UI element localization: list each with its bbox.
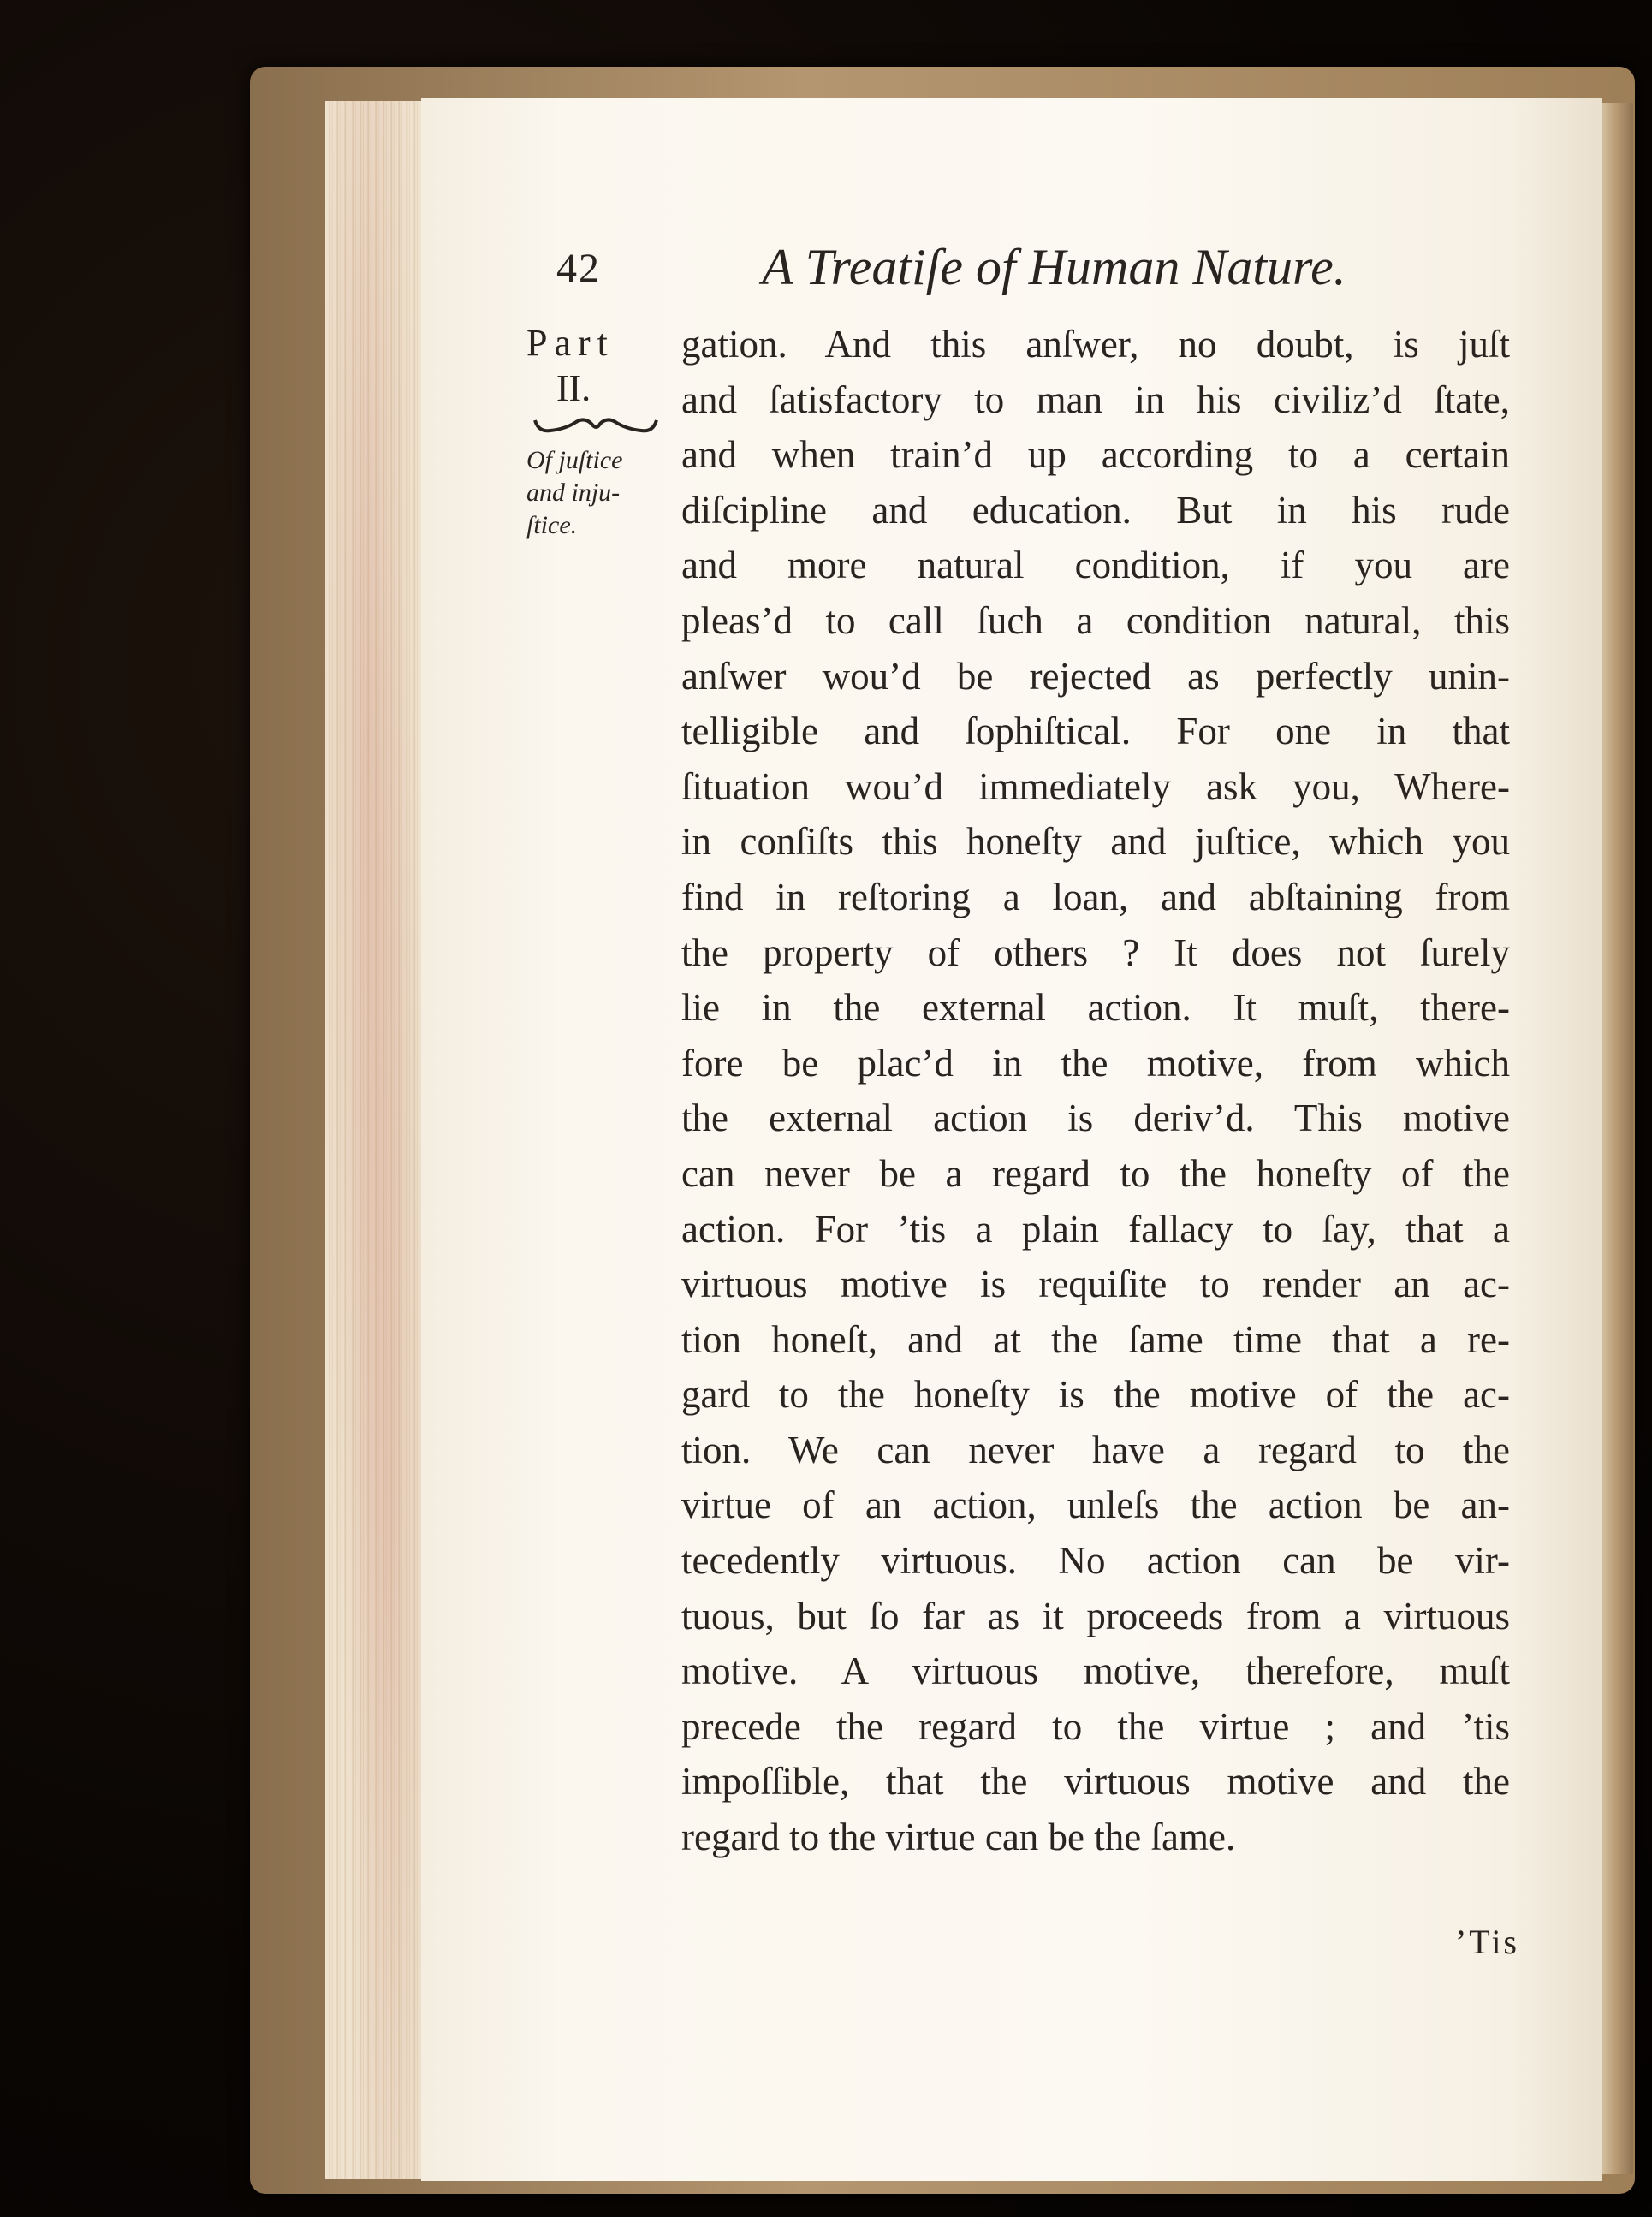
- page-number: 42: [556, 246, 601, 291]
- text-line: action. For ’tis a plain fallacy to ſay, that a: [681, 1207, 1510, 1251]
- text-line: and more natural condition, if you are: [681, 544, 1510, 587]
- text-line: impoſſible, that the virtuous motive and the: [681, 1760, 1510, 1804]
- text-line: and ſatisfactory to man in his civiliz’d ſtate,: [681, 377, 1510, 421]
- gloss-line-1: Of juſtice: [526, 446, 623, 474]
- text-line: anſwer wou’d be rejected as perfectly unin-: [681, 654, 1510, 698]
- gloss-line-2: and inju-: [526, 478, 621, 507]
- right-page-edge: [1599, 103, 1633, 2174]
- text-line: virtuous motive is requiſite to render an ac-: [681, 1263, 1510, 1306]
- part-label: Part: [526, 322, 615, 364]
- text-line: gation. And this anſwer, no doubt, is juſt: [681, 323, 1510, 366]
- part-number: II.: [556, 367, 591, 409]
- running-head: [548, 238, 1506, 306]
- text-line: virtue of an action, unleſs the action be an-: [681, 1483, 1510, 1527]
- text-line: gard to the honeſty is the motive of the ac-: [681, 1373, 1510, 1417]
- margin-note: [526, 321, 663, 542]
- text-line: regard to the virtue can be the ſame.: [681, 1816, 1236, 1859]
- text-line: tion honeſt, and at the ſame time that a re-: [681, 1317, 1510, 1361]
- edge-stain: [325, 101, 432, 2179]
- text-line: fore be plac’d in the motive, from which: [681, 1041, 1510, 1085]
- text-line: the property of others ? It does not ſurely: [681, 930, 1510, 974]
- text-line: lie in the external action. It muſt, there-: [681, 986, 1510, 1030]
- brace-ornament: [532, 415, 660, 441]
- text-line: tuous, but ſo far as it proceeds from a virtuous: [681, 1594, 1510, 1637]
- text-line: can never be a regard to the honeſty of the: [681, 1151, 1510, 1195]
- text-line: in conſiſts this honeſty and juſtice, which you: [681, 820, 1510, 864]
- text-line: the external action is deriv’d. This motive: [681, 1097, 1510, 1140]
- text-line: motive. A virtuous motive, therefore, muſt: [681, 1649, 1510, 1693]
- text-line: precede the regard to the virtue ; and ’tis: [681, 1704, 1510, 1748]
- page-edges: [325, 101, 432, 2179]
- text-line: telligible and ſophiſtical. For one in that: [681, 710, 1510, 753]
- gloss-line-3: ſtice.: [526, 511, 578, 539]
- text-line: diſcipline and education. But in his rude: [681, 488, 1510, 532]
- text-line: tecedently virtuous. No action can be vir-: [681, 1539, 1510, 1583]
- text-line: ſituation wou’d immediately ask you, Where-: [681, 764, 1510, 808]
- text-line: find in reſtoring a loan, and abſtaining from: [681, 875, 1510, 918]
- catchword: ’Tis: [1454, 1923, 1519, 1961]
- text-line: pleas’d to call ſuch a condition natural, this: [681, 598, 1510, 642]
- text-line: and when train’d up according to a certain: [681, 433, 1510, 477]
- text-line: tion. We can never have a regard to the: [681, 1428, 1510, 1471]
- body-text: [681, 317, 1510, 1865]
- running-title: A Treatiſe of Human Nature.: [762, 239, 1346, 295]
